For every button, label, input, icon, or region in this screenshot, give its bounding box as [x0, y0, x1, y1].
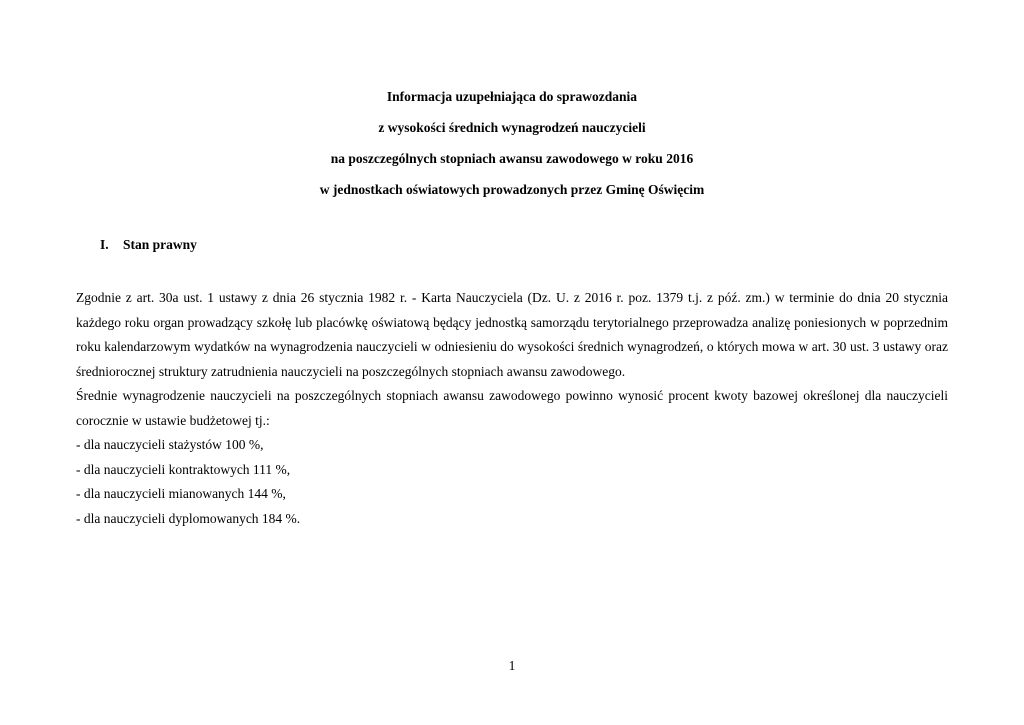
title-line-2: z wysokości średnich wynagrodzeń nauczycieli [378, 120, 646, 135]
title-line-3: na poszczególnych stopniach awansu zawodowego w roku 2016 [330, 151, 694, 166]
section-number: I. [100, 237, 109, 252]
paragraph-average-salary: Średnie wynagrodzenie nauczycieli na poszczególnych stopniach awansu zawodowego powinno wynosić procent kwoty bazowej określonej dla nauczycieli corocznie w ustawie budżetowej tj.: [76, 388, 948, 428]
list-item-stazysci: - dla nauczycieli stażystów 100 %, [76, 437, 264, 452]
section-heading [100, 237, 197, 253]
list-item-mianowani: - dla nauczycieli mianowanych 144 %, [76, 486, 286, 501]
page-number: 1 [508, 658, 516, 673]
title-line-1: Informacja uzupełniająca do sprawozdania [386, 89, 638, 104]
paragraph-legal-basis: Zgodnie z art. 30a ust. 1 ustawy z dnia 26 stycznia 1982 r. - Karta Nauczyciela (Dz. U. z 2016 r. poz. 1379 t.j. z póź. zm.) w terminie do dnia 20 stycznia każdego roku organ prowadzący szkołę lub placówkę oświatową będący jednostką samorządu terytorialnego przeprowadza analizę poniesionych w poprzednim roku kalendarzowym wydatków na wynagrodzenia nauczycieli w odniesieniu do wysokości średnich wynagrodzeń, o których mowa w art. 30 ust. 3 ustawy oraz średniorocznej struktury zatrudnienia nauczycieli na poszczególnych stopniach awansu zawodowego. [76, 290, 948, 379]
list-item-kontraktowi: - dla nauczycieli kontraktowych 111 %, [76, 461, 291, 477]
title-line-4: w jednostkach oświatowych prowadzonych przez Gminę Oświęcim [319, 182, 705, 197]
section-title: Stan prawny [123, 237, 197, 252]
list-item-dyplomowani: - dla nauczycieli dyplomowanych 184 %. [76, 510, 301, 526]
body-text [76, 286, 948, 531]
